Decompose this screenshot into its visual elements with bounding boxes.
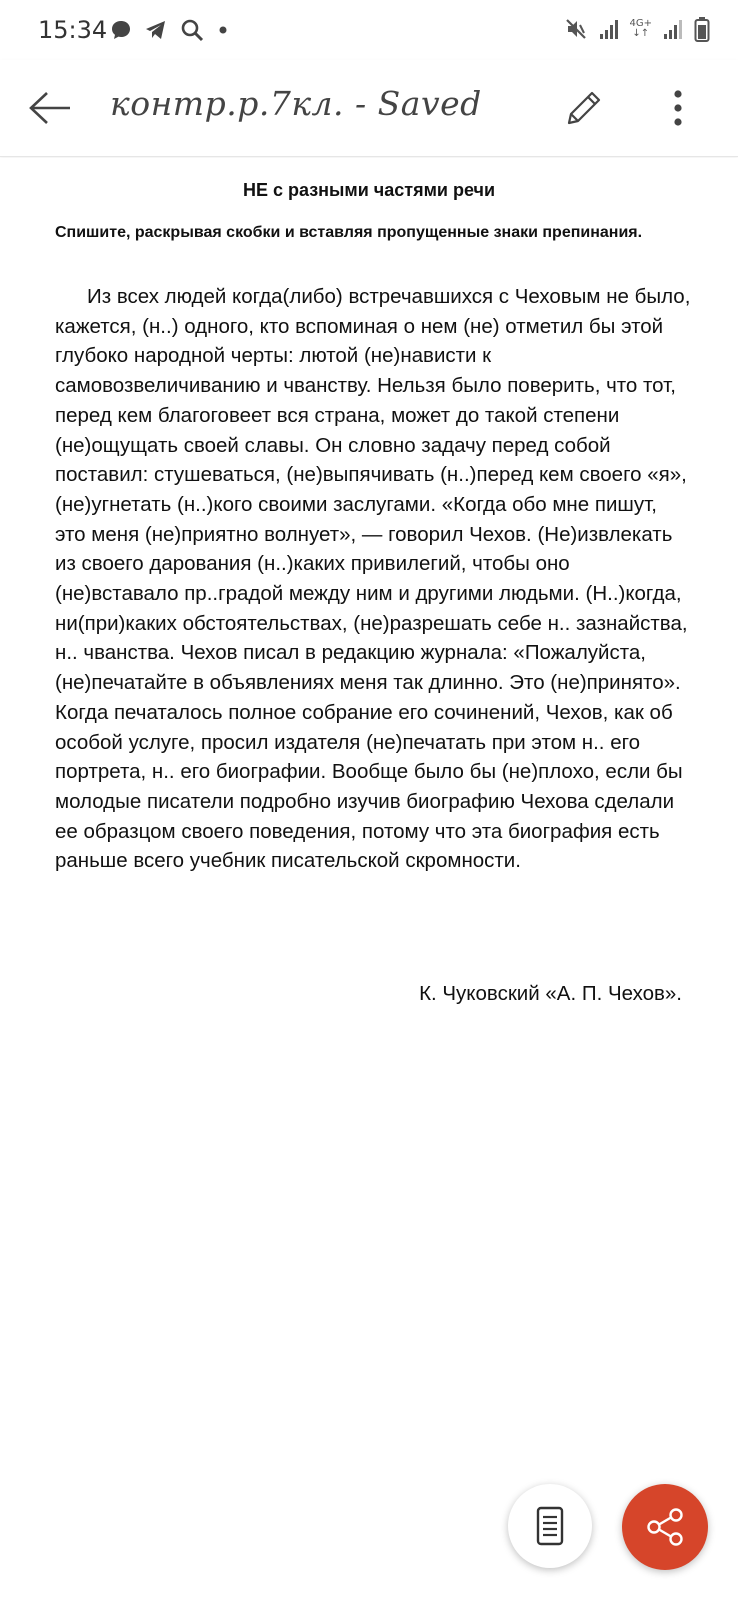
battery-icon	[694, 16, 710, 42]
share-icon	[644, 1506, 686, 1548]
document-instruction: Спишите, раскрывая скобки и вставляя пропущенные знаки препинания.	[55, 224, 643, 241]
network-type-label: 4G+	[629, 18, 652, 29]
document-body-text	[55, 282, 691, 876]
document-heading: НЕ с разными частями речи	[242, 180, 496, 200]
share-button[interactable]	[622, 1484, 708, 1570]
arrow-left-icon	[28, 91, 72, 125]
search-icon	[180, 18, 204, 42]
back-button[interactable]	[20, 80, 80, 136]
app-toolbar	[0, 60, 738, 157]
mute-icon	[564, 17, 588, 41]
network-type	[630, 19, 653, 39]
document-page[interactable]	[0, 158, 738, 1600]
telegram-icon	[144, 19, 168, 41]
document-title: контр.р.7кл. - Saved	[110, 84, 482, 123]
more-vertical-icon	[671, 87, 685, 129]
status-time: 15:34	[38, 16, 108, 44]
reading-mode-icon	[535, 1506, 565, 1546]
signal-icon	[598, 18, 620, 40]
more-options-button[interactable]	[650, 80, 706, 136]
edit-button[interactable]	[556, 80, 612, 136]
status-bar	[0, 0, 738, 60]
signal-icon	[662, 18, 684, 40]
system-icons	[564, 16, 711, 42]
pencil-icon	[563, 87, 605, 129]
document-attribution: К. Чуковский «А. П. Чехов».	[419, 982, 682, 1005]
notification-icons	[110, 18, 230, 42]
dot-icon	[216, 23, 230, 37]
chat-bubble-icon	[110, 19, 132, 41]
body-paragraph: Из всех людей когда(либо) встречавшихся с Чеховым не было, кажется, (н..) одного, кто вспоминая о нем (не) отметил бы этой глубоко народной черты: лютой (не)нависти к самовозвеличиванию и чванству. Нельзя было поверить, что тот, перед кем благоговеет вся страна, может до такой степени (не)ощущать своей славы. Он словно задачу перед собой поставил: стушеваться, (не)выпячивать (н..)перед кем своего «я», (не)угнетать (н..)кого своими заслугами. «Когда обо мне пишут, это меня (не)приятно волнует», — говорил Чехов. (Не)извлекать из своего дарования (н..)каких привилегий, чтобы оно (не)вставало пр..градой между ним и другими людьми. (Н..)когда, ни(при)каких обстоятельствах, (не)разрешать себе н.. зазнайства, н.. чванства. Чехов писал в редакцию журнала: «Пожалуйста, (не)печатайте в объявлениях меня так длинно. Это (не)принято». Когда печаталось полное собрание его сочинений, Чехов, как об особой услуге, просил издателя (не)печатать при этом н.. его портрета, н.. его биографии. Вообще было бы (не)плохо, если бы молодые писатели подробно изучив биографию Чехова сделали ее образцом своего поведения, потому что эта биография есть раньше всего учебник писательской скромности.	[55, 285, 691, 873]
reading-mode-button[interactable]	[508, 1484, 592, 1568]
data-arrows-icon: ↓↑	[632, 28, 650, 39]
